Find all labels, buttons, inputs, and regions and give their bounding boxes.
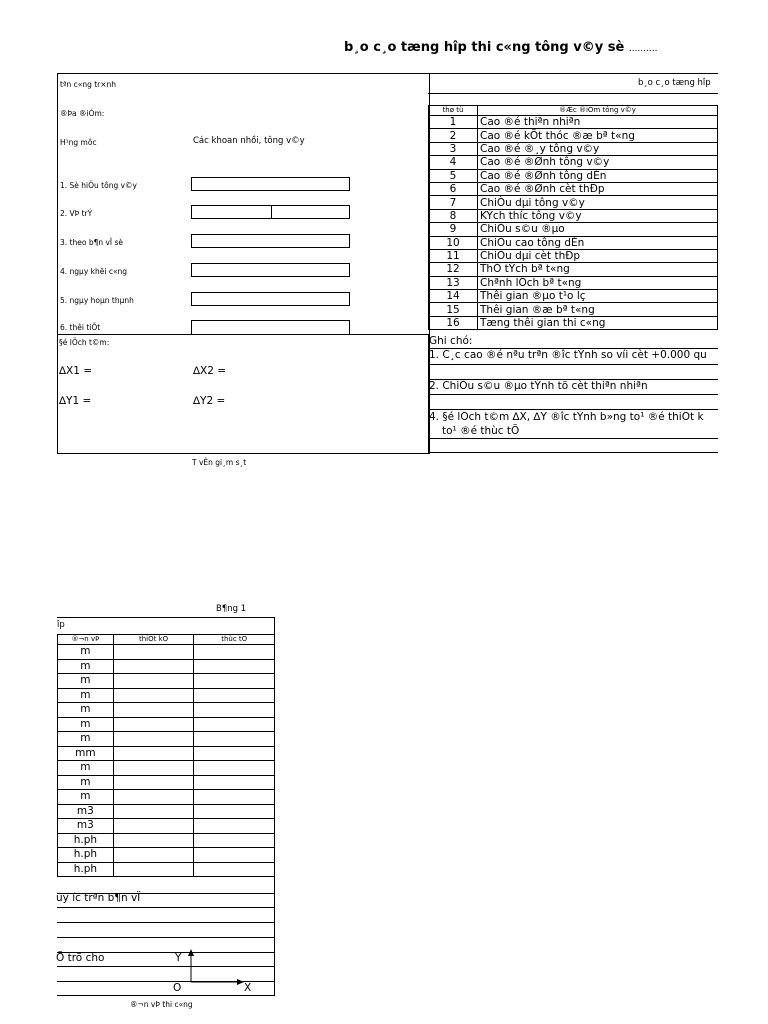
row-number: 13 <box>429 276 478 289</box>
field-end-date-label: 5. ngµy hoµn thµnh <box>60 296 134 305</box>
row-actual-cell[interactable] <box>194 819 275 834</box>
row-unit: m <box>58 732 114 747</box>
row-unit: m3 <box>58 819 114 834</box>
table-row <box>58 645 275 660</box>
table-row <box>429 263 718 276</box>
row-number: 3 <box>429 142 478 155</box>
row-design-cell[interactable] <box>113 775 194 790</box>
row-unit: m <box>58 761 114 776</box>
row-actual-cell[interactable] <box>194 688 275 703</box>
table-row <box>429 223 718 236</box>
row-design-cell[interactable] <box>113 833 194 848</box>
field-wall-number-input[interactable] <box>191 177 350 191</box>
axis-y-label: Y <box>175 952 182 964</box>
row-actual-cell[interactable] <box>194 659 275 674</box>
row-number: 8 <box>429 209 478 222</box>
table-row <box>429 209 718 222</box>
col-order: thø tù <box>429 106 478 116</box>
field-end-date-input[interactable] <box>191 292 350 306</box>
table-row <box>58 804 275 819</box>
table-row <box>58 790 275 805</box>
row-characteristic: Thêi gian ®æ bª t«ng <box>478 303 718 316</box>
row-unit: h.ph <box>58 833 114 848</box>
row-design-cell[interactable] <box>113 717 194 732</box>
bottom-notes-line <box>57 907 275 908</box>
table-row <box>58 717 275 732</box>
report-title-text: b¸o c¸o tæng hîp thi c«ng tông v©y sè <box>344 40 625 55</box>
table-row <box>58 833 275 848</box>
table-1-title-fragment: îp <box>57 620 65 630</box>
row-actual-cell[interactable] <box>194 862 275 877</box>
table-row <box>429 316 718 329</box>
right-panel-top-border <box>428 73 718 74</box>
row-characteristic: Cao ®é thiªn nhiªn <box>478 116 718 129</box>
row-number: 11 <box>429 249 478 262</box>
row-number: 4 <box>429 156 478 169</box>
table-row <box>429 156 718 169</box>
row-unit: m <box>58 775 114 790</box>
note-4: 4. §é lÖch t©m ∆X, ∆Y ®îc tÝnh b»ng to¹ ®é thiÕt k <box>429 411 704 423</box>
deviation-dy1: ∆Y1 = <box>59 395 92 407</box>
row-characteristic: ChiÒu s©u ®µo <box>478 223 718 236</box>
item-label: H¹ng môc <box>60 138 97 147</box>
row-design-cell[interactable] <box>113 703 194 718</box>
bottom-notes-bottom-border <box>57 995 275 996</box>
table-row <box>58 775 275 790</box>
row-design-cell[interactable] <box>113 848 194 863</box>
row-characteristic: ChiÒu dµi cèt thÐp <box>478 249 718 262</box>
row-design-cell[interactable] <box>113 819 194 834</box>
row-unit: m <box>58 645 114 660</box>
location-label: ®Þa ®iÓm: <box>60 109 105 118</box>
table-row <box>58 732 275 747</box>
row-actual-cell[interactable] <box>194 804 275 819</box>
x-axis-arrow <box>237 979 244 985</box>
bottom-note-fragment-1: uy íc trªn b¶n vÏ <box>56 892 141 904</box>
row-unit: m <box>58 659 114 674</box>
table-row <box>58 761 275 776</box>
table-1-label: B¶ng 1 <box>216 604 247 614</box>
row-unit: h.ph <box>58 862 114 877</box>
row-number: 7 <box>429 196 478 209</box>
row-characteristic: ChiÒu cao tông dÉn <box>478 236 718 249</box>
notes-line <box>428 364 718 365</box>
field-drawing-label: 3. theo b¶n vÏ sè <box>60 238 124 247</box>
row-actual-cell[interactable] <box>194 833 275 848</box>
supervisor-signature-label: T vÊn gi¸m s¸t <box>192 458 247 467</box>
table-row <box>429 236 718 249</box>
right-panel-header-border <box>428 93 718 94</box>
row-actual-cell[interactable] <box>194 761 275 776</box>
table-row <box>429 249 718 262</box>
row-unit: m <box>58 674 114 689</box>
item-value: Các khoan nhồi, tông v©y <box>193 136 305 146</box>
note-4-continued: to¹ ®é thùc tÕ <box>442 425 520 437</box>
row-unit: mm <box>58 746 114 761</box>
field-weather-label: 6. thêi tiÕt <box>60 323 101 332</box>
table-row <box>429 142 718 155</box>
row-characteristic: Cao ®é ®Ønh cèt thÐp <box>478 182 718 195</box>
row-design-cell[interactable] <box>113 732 194 747</box>
field-weather-input[interactable] <box>191 320 350 335</box>
report-number-placeholder: .......... <box>628 44 658 54</box>
values-table <box>57 634 275 877</box>
row-design-cell[interactable] <box>113 804 194 819</box>
row-number: 10 <box>429 236 478 249</box>
row-characteristic: Chªnh lÖch bª t«ng <box>478 276 718 289</box>
row-characteristic: Cao ®é kÕt thóc ®æ bª t«ng <box>478 129 718 142</box>
table-row <box>429 290 718 303</box>
row-unit: m <box>58 703 114 718</box>
table-row <box>58 659 275 674</box>
field-drawing-input[interactable] <box>191 234 350 248</box>
field-wall-number-label: 1. Sè hiÖu tông v©y <box>60 181 137 190</box>
notes-line <box>428 438 718 439</box>
field-position-input-b[interactable] <box>271 205 350 219</box>
axis-origin-label: O <box>173 982 182 994</box>
table-row <box>429 276 718 289</box>
table-1-top-border <box>57 617 275 618</box>
field-start-date-label: 4. ngµy khëi c«ng <box>60 267 128 276</box>
row-actual-cell[interactable] <box>194 645 275 660</box>
row-number: 12 <box>429 263 478 276</box>
row-actual-cell[interactable] <box>194 717 275 732</box>
row-unit: m <box>58 688 114 703</box>
row-characteristic: Thêi gian ®µo t¹o lç <box>478 290 718 303</box>
row-characteristic: Tæng thêi gian thi c«ng <box>478 316 718 329</box>
axis-x-label: X <box>244 982 252 994</box>
row-design-cell[interactable] <box>113 746 194 761</box>
col-unit: ®¬n vÞ <box>58 635 114 645</box>
table-row <box>58 703 275 718</box>
row-characteristic: Cao ®é ®¸y tông v©y <box>478 142 718 155</box>
row-design-cell[interactable] <box>113 761 194 776</box>
row-unit: m3 <box>58 804 114 819</box>
table-row <box>58 848 275 863</box>
deviation-label: §é lÖch t©m: <box>59 338 110 347</box>
field-position-input-a[interactable] <box>191 205 273 219</box>
table-row <box>429 169 718 182</box>
col-design: thiÕt kÕ <box>113 635 194 645</box>
row-unit: m <box>58 790 114 805</box>
coordinate-axes-diagram <box>180 948 250 988</box>
row-actual-cell[interactable] <box>194 790 275 805</box>
row-design-cell[interactable] <box>113 790 194 805</box>
row-number: 2 <box>429 129 478 142</box>
table-row <box>429 196 718 209</box>
row-characteristic: KÝch thíc tông v©y <box>478 209 718 222</box>
row-number: 1 <box>429 116 478 129</box>
contractor-signature-label: ®¬n vÞ thi c«ng <box>130 1000 193 1009</box>
row-number: 5 <box>429 169 478 182</box>
table-row <box>58 819 275 834</box>
notes-label: Ghi chó: <box>429 335 473 347</box>
row-actual-cell[interactable] <box>194 674 275 689</box>
table-row <box>429 116 718 129</box>
row-actual-cell[interactable] <box>194 775 275 790</box>
row-number: 16 <box>429 316 478 329</box>
deviation-dy2: ∆Y2 = <box>193 395 226 407</box>
row-actual-cell[interactable] <box>194 703 275 718</box>
deviation-dx1: ∆X1 = <box>59 365 93 377</box>
field-start-date-input[interactable] <box>191 263 350 277</box>
row-characteristic: ChiÒu dµi tông v©y <box>478 196 718 209</box>
table-row <box>58 862 275 877</box>
bottom-notes-line <box>57 922 275 923</box>
table-row <box>58 674 275 689</box>
table-row <box>429 303 718 316</box>
note-1: 1. C¸c cao ®é nªu trªn ®îc tÝnh so víi cèt +0.000 qu <box>429 349 707 361</box>
row-number: 14 <box>429 290 478 303</box>
project-label: tªn c«ng tr×nh <box>60 80 117 89</box>
row-number: 6 <box>429 182 478 195</box>
notes-line <box>428 394 718 395</box>
bottom-notes-line <box>57 937 275 938</box>
table-row <box>429 129 718 142</box>
table-row <box>58 746 275 761</box>
row-characteristic: Cao ®é ®Ønh tông v©y <box>478 156 718 169</box>
row-design-cell[interactable] <box>113 659 194 674</box>
note-2: 2. ChiÒu s©u ®µo tÝnh tõ cèt thiªn nhiªn <box>429 380 648 392</box>
row-number: 9 <box>429 223 478 236</box>
characteristics-table-header <box>429 106 718 116</box>
row-design-cell[interactable] <box>113 645 194 660</box>
row-design-cell[interactable] <box>113 674 194 689</box>
y-axis-arrow <box>188 949 194 956</box>
row-number: 15 <box>429 303 478 316</box>
values-table-header <box>58 635 275 645</box>
notes-bottom-border <box>428 452 718 453</box>
field-position-label: 2. VÞ trÝ <box>60 209 93 218</box>
row-actual-cell[interactable] <box>194 746 275 761</box>
row-actual-cell[interactable] <box>194 732 275 747</box>
row-actual-cell[interactable] <box>194 848 275 863</box>
notes-line <box>428 409 718 410</box>
table-row <box>429 182 718 195</box>
table-row <box>58 688 275 703</box>
row-unit: h.ph <box>58 848 114 863</box>
deviation-dx2: ∆X2 = <box>193 365 227 377</box>
bottom-note-fragment-2: Õ trõ cho <box>56 952 105 964</box>
col-characteristic: ®Æc ®iÓm tông v©y <box>478 106 718 116</box>
right-report-title: b¸o c¸o tæng hîp <box>638 78 711 88</box>
row-unit: m <box>58 717 114 732</box>
report-title <box>344 40 657 55</box>
col-actual: thùc tÕ <box>194 635 275 645</box>
row-design-cell[interactable] <box>113 862 194 877</box>
row-characteristic: Cao ®é ®Ønh tông dÉn <box>478 169 718 182</box>
characteristics-table <box>428 105 718 330</box>
row-design-cell[interactable] <box>113 688 194 703</box>
row-characteristic: ThÓ tÝch bª t«ng <box>478 263 718 276</box>
